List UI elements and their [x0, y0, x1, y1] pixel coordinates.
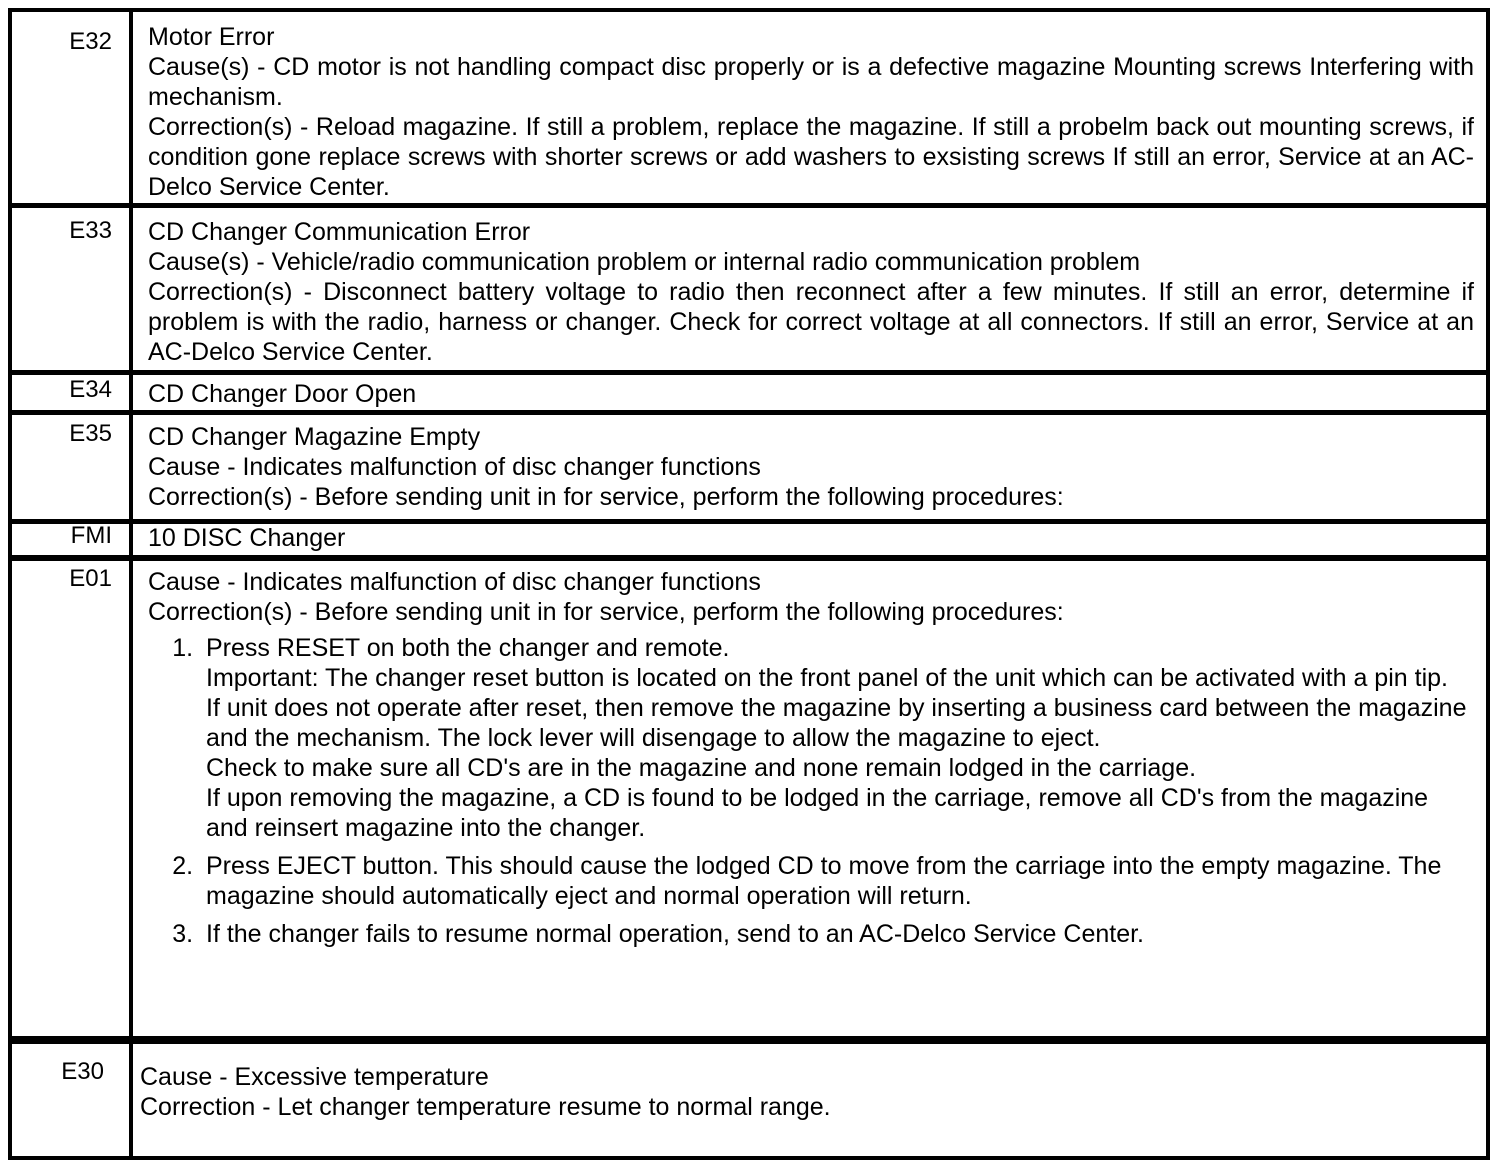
step-text: If the changer fails to resume normal operation, send to an AC-Delco Service Center. [206, 920, 1144, 948]
error-cause: Cause(s) - CD motor is not handling compact disc properly or is a defective magazine Mounting screws Interfering with mechanism. [148, 53, 1474, 111]
error-desc-e30 [140, 1062, 1474, 1122]
error-cause: Cause - Excessive temperature [140, 1063, 489, 1091]
error-correction: Correction - Let changer temperature resume to normal range. [140, 1093, 831, 1121]
error-desc-e33 [148, 217, 1474, 367]
error-cause: Cause - Indicates malfunction of disc changer functions [148, 568, 761, 596]
error-correction: Correction(s) - Before sending unit in for service, perform the following procedures: [148, 598, 1064, 626]
error-title: 10 DISC Changer [148, 524, 346, 552]
error-desc-e35 [148, 422, 1474, 512]
error-desc-e01 [148, 567, 1474, 957]
error-correction: Correction(s) - Reload magazine. If still a problem, replace the magazine. If still a probelm back out mounting screws, if condition gone replace screws with shorter screws or add washers to exsisting screws If still an error, Service at an AC-Delco Service Center. [148, 113, 1474, 201]
error-title: Motor Error [148, 23, 275, 51]
error-code-e33: E33 [69, 217, 112, 244]
error-title: CD Changer Magazine Empty [148, 423, 481, 451]
error-desc-e34 [148, 379, 1474, 409]
error-desc-fmi [148, 523, 1474, 553]
error-cause: Cause(s) - Vehicle/radio communication problem or internal radio communication problem [148, 248, 1141, 276]
row-divider [12, 1036, 1486, 1044]
error-correction: Correction(s) - Before sending unit in for service, perform the following procedures: [148, 483, 1064, 511]
error-title: CD Changer Door Open [148, 380, 417, 408]
row-divider [12, 555, 1486, 561]
error-cause: Cause - Indicates malfunction of disc changer functions [148, 453, 761, 481]
error-desc-e32 [148, 22, 1474, 202]
error-code-fmi: FMI [70, 522, 112, 549]
step-note: If unit does not operate after reset, then remove the magazine by inserting a business card between the magazine and the mechanism. The lock lever will disengage to allow the magazine to eject. [206, 694, 1467, 752]
procedure-list [148, 633, 1474, 949]
error-title: CD Changer Communication Error [148, 218, 531, 246]
procedure-step-2 [200, 851, 1474, 911]
error-code-e01: E01 [69, 565, 112, 592]
row-divider [12, 370, 1486, 375]
error-code-e34: E34 [69, 376, 112, 403]
step-note: Important: The changer reset button is located on the front panel of the unit which can be activated with a pin tip. [206, 664, 1448, 692]
procedure-step-3 [200, 919, 1474, 949]
step-note: If upon removing the magazine, a CD is found to be lodged in the carriage, remove all CD's from the magazine and reinsert magazine into the changer. [206, 784, 1429, 842]
row-divider [12, 203, 1486, 208]
error-code-e30: E30 [61, 1058, 104, 1085]
error-correction: Correction(s) - Disconnect battery voltage to radio then reconnect after a few minutes. If still an error, determine if problem is with the radio, harness or changer. Check for correct voltage at all connectors. If still an error, Service at an AC-Delco Service Center. [148, 278, 1474, 366]
procedure-step-1 [200, 633, 1474, 843]
error-code-e32: E32 [69, 28, 112, 55]
step-text: Press RESET on both the changer and remote. [206, 634, 730, 662]
error-code-e35: E35 [69, 420, 112, 447]
column-divider [129, 12, 133, 1156]
row-divider [12, 410, 1486, 415]
step-text: Press EJECT button. This should cause the lodged CD to move from the carriage into the empty magazine. The magazine should automatically eject and normal operation will return. [206, 852, 1442, 910]
error-code-table [8, 8, 1490, 1160]
step-note: Check to make sure all CD's are in the magazine and none remain lodged in the carriage. [206, 754, 1197, 782]
